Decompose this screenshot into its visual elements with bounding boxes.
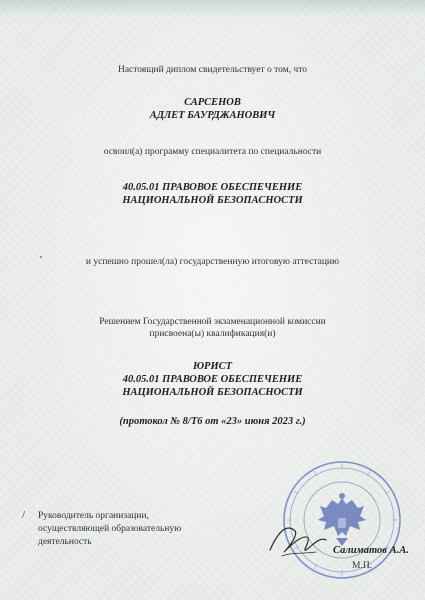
head-title-line-3: деятельность bbox=[38, 537, 92, 547]
decorative-top-band bbox=[0, 0, 425, 18]
passed-attestation-text: и успешно прошел(ла) государственную итоговую аттестацию bbox=[85, 257, 340, 267]
qualification-line-2: 40.05.01 ПРАВОВОЕ ОБЕСПЕЧЕНИЕ bbox=[122, 374, 303, 385]
signatory-name: Салиматов А.А. bbox=[333, 545, 409, 556]
handwritten-signature bbox=[264, 512, 334, 562]
qualification-title: ЮРИСТ bbox=[192, 361, 233, 372]
qualification-line-3: НАЦИОНАЛЬНОЙ БЕЗОПАСНОСТИ bbox=[122, 387, 303, 398]
commission-decision-line-1: Решением Государственной экзаменационной комиссии bbox=[99, 317, 326, 327]
intro-text: Настоящий диплом свидетельствует о том, что bbox=[117, 65, 308, 75]
graduate-surname: САРСЕНОВ bbox=[184, 97, 241, 108]
mastered-program-text: освоил(а) программу специалитета по специальности bbox=[103, 147, 322, 157]
specialty-line-2: НАЦИОНАЛЬНОЙ БЕЗОПАСНОСТИ bbox=[122, 195, 303, 206]
head-title-line-2: осуществляющей образовательную bbox=[38, 524, 182, 534]
slash-mark: / bbox=[22, 509, 26, 521]
protocol-text: (протокол № 8/Т6 от «23» июня 2023 г.) bbox=[119, 416, 306, 427]
stamp-place-label: М.П. bbox=[352, 561, 373, 571]
graduate-given-names: АДЛЕТ БАУРДЖАНОВИЧ bbox=[149, 110, 276, 121]
head-title-line-1: Руководитель организации, bbox=[38, 511, 149, 521]
commission-decision-line-2: присвоена(ы) квалификация(и) bbox=[149, 329, 276, 339]
specialty-line-1: 40.05.01 ПРАВОВОЕ ОБЕСПЕЧЕНИЕ bbox=[122, 182, 303, 193]
